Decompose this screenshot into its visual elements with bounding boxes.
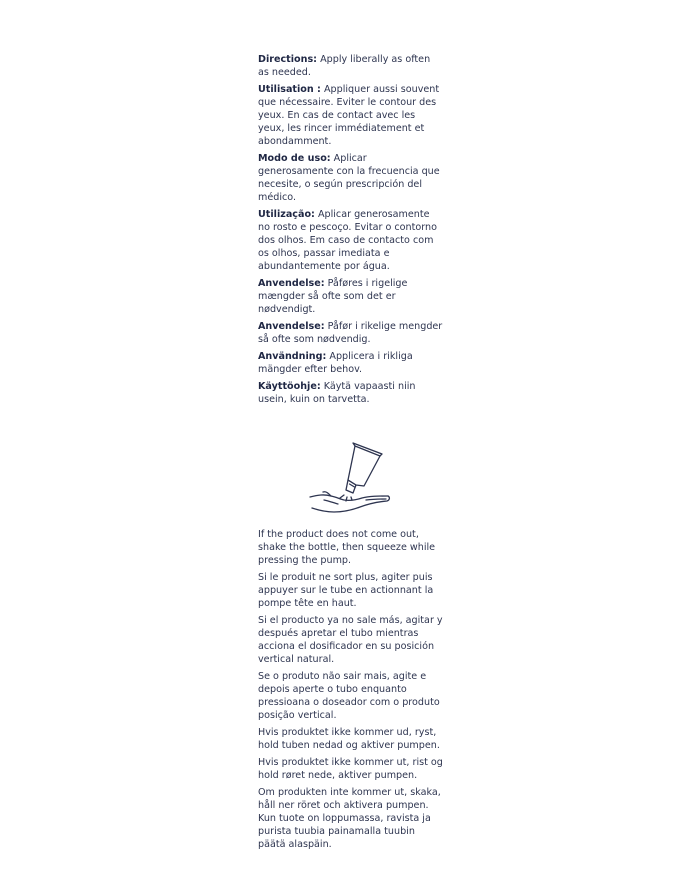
- directions-sv: [258, 350, 444, 376]
- pump-note-da: Hvis produktet ikke kommer ud, ryst, hold tuben nedad og aktiver pumpen.: [258, 727, 440, 751]
- directions-en: [258, 53, 444, 79]
- pump-note-pt: Se o produto não sair mais, agite e depois aperte o tubo enquanto pressioana o doseador com o produto posição vertical.: [258, 671, 440, 721]
- directions-label: Användning:: [258, 351, 327, 362]
- directions-label: Utilisation :: [258, 84, 321, 95]
- directions-da: [258, 277, 444, 316]
- directions-text: Aplicar generosamente no rosto e pescoço. Evitar o contorno dos olhos. Em caso de contacto com os olhos, passar imediata e abundantemente por água.: [258, 209, 437, 272]
- pump-note-sv-fi: Om produkten inte kommer ut, skaka, håll ner röret och aktivera pumpen. Kun tuote on loppumassa, ravista ja purista tuubia painamalla tuubin päätä alaspäin.: [258, 787, 441, 850]
- directions-label: Modo de uso:: [258, 153, 331, 164]
- directions-label: Käyttöohje:: [258, 381, 321, 392]
- directions-section: [258, 53, 444, 410]
- pump-instructions-section: [258, 528, 444, 855]
- directions-text: Apply liberally as often as needed.: [258, 54, 431, 78]
- directions-label: Anvendelse:: [258, 321, 325, 332]
- directions-text: Appliquer aussi souvent que nécessaire. Eviter le contour des yeux. En cas de contact avec les yeux, les rincer immédiatement et abondamment.: [258, 84, 440, 147]
- directions-text: Påfør i rikelige mengder så ofte som nødvendig.: [258, 321, 443, 345]
- directions-fr: [258, 83, 444, 148]
- directions-label: Utilização:: [258, 209, 315, 220]
- directions-text: Käytä vapaasti niin usein, kuin on tarvetta.: [258, 381, 416, 405]
- tube-squeezing-onto-hand-icon: [304, 440, 394, 518]
- pump-note-fr: Si le produit ne sort plus, agiter puis appuyer sur le tube en actionnant la pompe tête en haut.: [258, 572, 434, 609]
- directions-fi: [258, 380, 444, 406]
- directions-es: [258, 152, 444, 204]
- pump-note-no: Hvis produktet ikke kommer ut, rist og hold røret nede, aktiver pumpen.: [258, 757, 443, 781]
- directions-no: [258, 320, 444, 346]
- directions-label: Directions:: [258, 54, 318, 65]
- directions-text: Påføres i rigelige mængder så ofte som det er nødvendigt.: [258, 278, 408, 315]
- pump-note-es: Si el producto ya no sale más, agitar y después apretar el tubo mientras acciona el dosificador en su posición vertical natural.: [258, 615, 443, 665]
- directions-text: Aplicar generosamente con la frecuencia que necesite, o según prescripción del médico.: [258, 153, 440, 203]
- pump-note-en: If the product does not come out, shake the bottle, then squeeze while pressing the pump.: [258, 529, 436, 566]
- directions-text: Applicera i rikliga mängder efter behov.: [258, 351, 413, 375]
- directions-pt: [258, 208, 444, 273]
- directions-label: Anvendelse:: [258, 278, 325, 289]
